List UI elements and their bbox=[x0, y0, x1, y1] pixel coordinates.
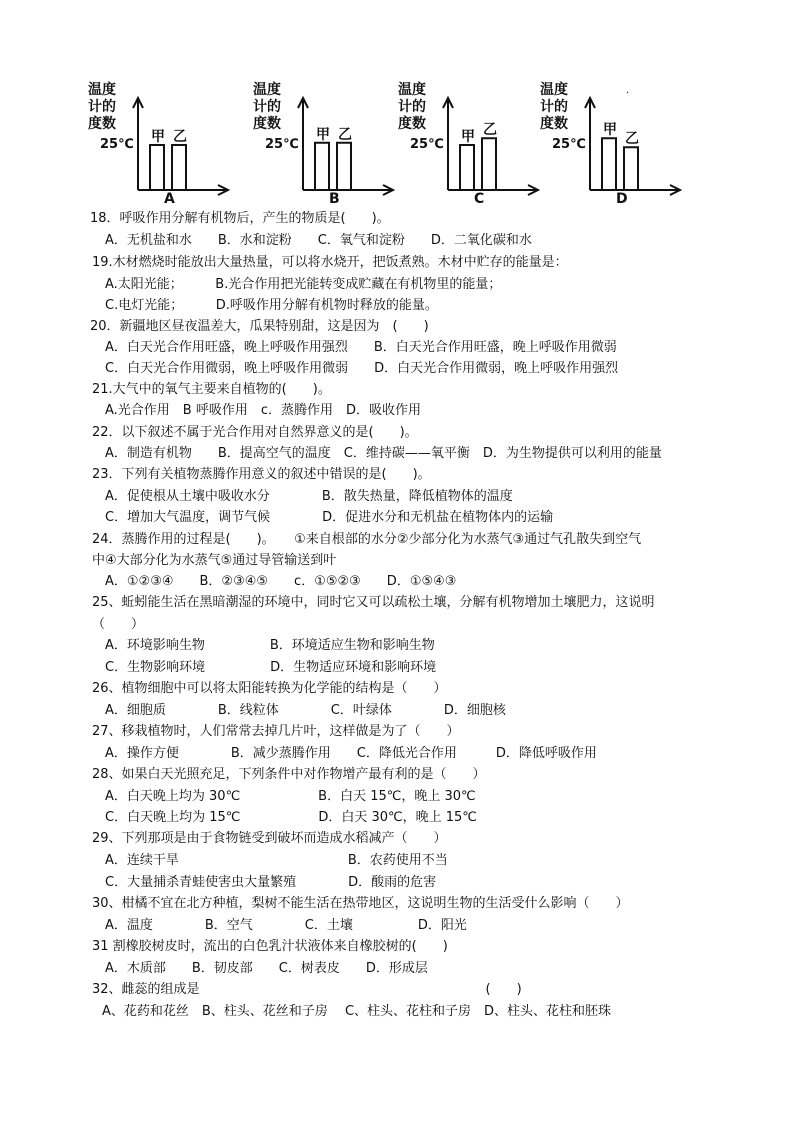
question-line: 20．新疆地区昼夜温差大，瓜果特别甜，这是因为 ( ) bbox=[90, 319, 429, 334]
question-line: 18．呼吸作用分解有机物后，产生的物质是( )。 bbox=[90, 211, 390, 226]
tick-25c: 25℃ bbox=[265, 137, 299, 152]
chart-d bbox=[540, 82, 690, 212]
bar-label-jia: 甲 bbox=[603, 122, 617, 139]
y-axis-label-line: 计的 bbox=[398, 99, 426, 115]
bar-yi bbox=[482, 138, 496, 190]
answer-options-line: A.太阳光能； B.光合作用把光能转变成贮藏在有机物里的能量； bbox=[92, 277, 502, 292]
temperature-charts bbox=[88, 82, 688, 212]
answer-options-line: A．白天光合作用旺盛，晚上呼吸作用强烈 B．白天光合作用旺盛，晚上呼吸作用微弱 bbox=[92, 340, 617, 355]
y-axis-label-line: 度数 bbox=[253, 116, 281, 132]
answer-options-line: C．白天晚上均为 15℃ D．白天 30℃，晚上 15℃ bbox=[92, 810, 477, 825]
answer-options-line: A．白天晚上均为 30℃ B．白天 15℃，晚上 30℃ bbox=[92, 789, 476, 804]
bar-label-jia: 甲 bbox=[316, 126, 330, 143]
question-line: 27、移栽植物时，人们常常去掉几片叶，这样做是为了（ ） bbox=[92, 724, 460, 739]
answer-options-line: A．促使根从土壤中吸收水分 B．散失热量，降低植物体的温度 bbox=[92, 489, 513, 504]
answer-options-line: C.电灯光能； D.呼吸作用分解有机物时释放的能量。 bbox=[92, 298, 438, 313]
bar-yi bbox=[337, 143, 351, 190]
bar-yi bbox=[172, 145, 186, 190]
y-axis-label-line: 计的 bbox=[88, 99, 116, 115]
answer-options-line: A．连续干旱 B．农药使用不当 bbox=[92, 853, 448, 868]
y-axis-label-line: 度数 bbox=[540, 116, 568, 132]
question-line: 32、雌蕊的组成是 ( ) bbox=[92, 982, 522, 997]
tick-25c: 25℃ bbox=[100, 137, 134, 152]
chart-option-letter: A bbox=[164, 191, 175, 207]
question-line: 19.木材燃烧时能放出大量热量，可以将水烧开，把饭煮熟。木材中贮存的能量是： bbox=[92, 255, 568, 270]
question-line: 25、蚯蚓能生活在黑暗潮湿的环境中，同时它又可以疏松土壤，分解有机物增加土壤肥力，这说明 bbox=[92, 595, 655, 610]
question-line: （ ） bbox=[92, 617, 145, 632]
answer-options-line: A．温度 B．空气 C．土壤 D．阳光 bbox=[92, 918, 467, 933]
question-line: 31 割橡胶树皮时，流出的白色乳汁状液体来自橡胶树的( ) bbox=[92, 939, 448, 954]
chart-option-letter: D bbox=[616, 191, 628, 207]
question-line: 24．蒸腾作用的过程是( )。 ①来自根部的水分②少部分化为水蒸气③通过气孔散失到空气 bbox=[92, 532, 642, 547]
answer-options-line: A、花药和花丝 B、柱头、花丝和子房 C、柱头、花柱和子房 D、柱头、花柱和胚珠 bbox=[89, 1004, 612, 1019]
chart-b bbox=[253, 82, 403, 212]
question-line: 中④大部分化为水蒸气⑤通过导管输送到叶 bbox=[92, 553, 337, 568]
y-axis-label-line: 度数 bbox=[88, 116, 116, 132]
y-axis-label-line: 度数 bbox=[398, 116, 426, 132]
bar-label-jia: 甲 bbox=[461, 129, 475, 145]
answer-options-line: A．操作方便 B．减少蒸腾作用 C．降低光合作用 D．降低呼吸作用 bbox=[92, 746, 597, 761]
answer-options-line: A.光合作用 B 呼吸作用 c．蒸腾作用 D．吸收作用 bbox=[92, 403, 422, 418]
bar-yi bbox=[624, 147, 638, 190]
tick-25c: 25℃ bbox=[552, 137, 586, 152]
chart-option-letter: C bbox=[474, 191, 485, 207]
answer-options-line: A．环境影响生物 B．环境适应生物和影响生物 bbox=[92, 638, 435, 653]
chart-a bbox=[88, 82, 238, 212]
bar-label-jia: 甲 bbox=[151, 129, 165, 145]
answer-options-line: A．木质部 B．韧皮部 C．树表皮 D．形成层 bbox=[92, 961, 428, 976]
question-line: 26、植物细胞中可以将太阳能转换为化学能的结构是（ ） bbox=[92, 681, 447, 696]
bar-jia bbox=[150, 145, 164, 190]
y-axis-label-line: 温度 bbox=[253, 82, 281, 98]
y-axis-label-line: 计的 bbox=[253, 99, 281, 115]
answer-options-line: A．细胞质 B．线粒体 C．叶绿体 D．细胞核 bbox=[92, 703, 506, 718]
y-axis-label-line: 温度 bbox=[88, 82, 116, 98]
answer-options-line: C．增加大气温度，调节气候 D．促进水分和无机盐在植物体内的运输 bbox=[92, 510, 554, 525]
question-line: 29、下列那项是由于食物链受到破坏而造成水稻减产（ ） bbox=[92, 831, 447, 846]
answer-options-line: C．白天光合作用微弱，晚上呼吸作用微弱 D．白天光合作用微弱，晚上呼吸作用强烈 bbox=[92, 361, 619, 376]
tick-25c: 25℃ bbox=[410, 137, 444, 152]
answer-options-line: A．制造有机物 B．提高空气的温度 C．维持碳——氧平衡 D．为生物提供可以利用的能量 bbox=[92, 446, 662, 461]
bar-label-yi: 乙 bbox=[338, 126, 352, 143]
bar-jia bbox=[315, 143, 329, 190]
bar-label-yi: 乙 bbox=[625, 131, 639, 148]
question-line: 23．下列有关植物蒸腾作用意义的叙述中错误的是( )。 bbox=[92, 467, 431, 482]
answer-options-line: A．无机盐和水 B．水和淀粉 C．氧气和淀粉 D．二氧化碳和水 bbox=[92, 233, 532, 248]
y-axis-label-line: 计的 bbox=[540, 99, 568, 115]
bar-label-yi: 乙 bbox=[173, 129, 187, 145]
y-axis-label-line: 温度 bbox=[398, 82, 426, 98]
answer-options-line: C．生物影响环境 D．生物适应环境和影响环境 bbox=[92, 660, 437, 675]
bar-jia bbox=[460, 145, 474, 190]
question-line: 30、柑橘不宜在北方种植，梨树不能生活在热带地区，这说明生物的生活受什么影响（ ） bbox=[92, 896, 629, 911]
answer-options-line: A．①②③④ B．②③④⑤ c．①⑤②③ D．①⑤④③ bbox=[92, 574, 457, 589]
stray-mark: · bbox=[626, 88, 630, 99]
question-line: 21.大气中的氧气主要来自植物的( )。 bbox=[92, 382, 331, 397]
chart-c bbox=[398, 82, 548, 212]
bar-jia bbox=[602, 138, 616, 190]
y-axis-label-line: 温度 bbox=[540, 82, 568, 98]
bar-label-yi: 乙 bbox=[483, 122, 497, 139]
answer-options-line: C．大量捕杀青蛙使害虫大量繁殖 D．酸雨的危害 bbox=[92, 875, 437, 890]
question-line: 22．以下叙述不属于光合作用对自然界意义的是( )。 bbox=[92, 425, 418, 440]
question-line: 28、如果白天光照充足，下列条件中对作物增产最有利的是（ ） bbox=[92, 767, 486, 782]
chart-option-letter: B bbox=[329, 191, 340, 207]
